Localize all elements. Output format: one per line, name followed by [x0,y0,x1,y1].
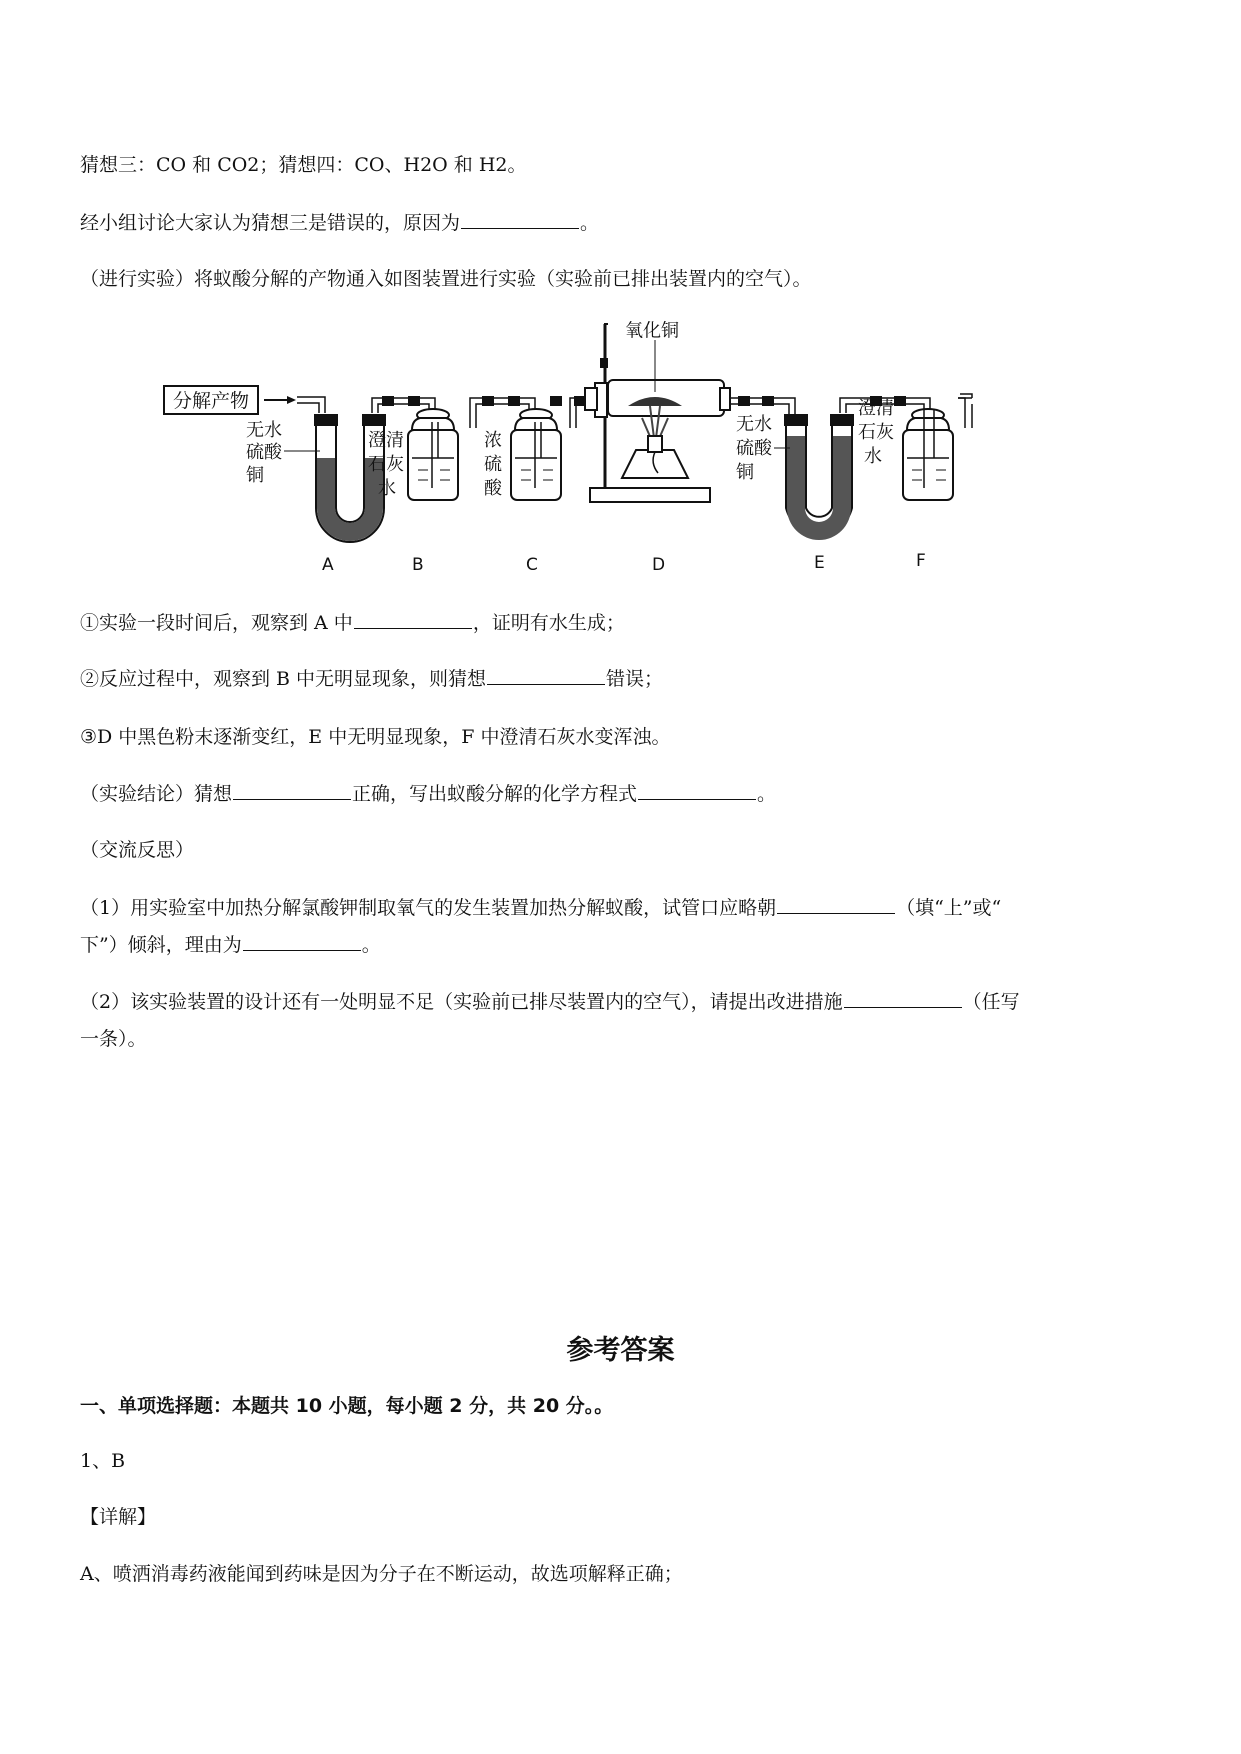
answer-blank[interactable] [638,781,756,800]
u-tube-e [784,414,854,540]
answer-blank[interactable] [461,210,579,229]
answer-blank[interactable] [777,895,895,914]
answer-blank[interactable] [844,989,962,1008]
answer-detail-label: 【详解】 [80,1506,157,1528]
label-b: 澄清 石灰 水 [368,430,404,499]
arrow-head-icon [287,396,296,404]
reflection-heading: （交流反思） [80,839,195,861]
label-cuo: 氧化铜 [625,320,679,342]
source-label: 分解产物 [172,390,250,412]
label-a: 无水 硫酸 铜 [246,420,282,486]
letter-b: B [412,555,424,575]
label-e: 无水 硫酸 铜 [736,414,772,483]
letter-d: D [652,555,666,575]
bottle-f [903,409,953,500]
question-2: ②反应过程中，观察到 B 中无明显现象，则猜想 错误； [80,668,664,690]
apparatus-letters [322,551,926,575]
letter-a: A [322,555,334,575]
reflection-2-line-2: 一条）。 [80,1028,147,1050]
letter-f: F [916,551,926,571]
heating-setup-d [585,324,730,502]
text-line-experiment: （进行实验）将蚁酸分解的产物通入如图装置进行实验（实验前已排出装置内的空气）。 [80,268,812,290]
answer-section-heading: 一、单项选择题：本题共 10 小题，每小题 2 分，共 20 分。。 [80,1395,614,1417]
question-3: ③D 中黑色粉末逐渐变红，E 中无明显现象，F 中澄清石灰水变浑浊。 [80,726,671,748]
text-line-hypotheses: 猜想三：CO 和 CO2；猜想四：CO、H2O 和 H2。 [80,154,527,176]
answer-blank[interactable] [487,666,605,685]
answer-key-title: 参考答案 [566,1335,675,1366]
reflection-1-line-1: （1）用实验室中加热分解氯酸钾制取氧气的发生装置加热分解蚁酸，试管口应略朝 （填“上”或“ [80,897,1002,919]
text-line-discussion: 经小组讨论大家认为猜想三是错误的，原因为 。 [80,212,600,234]
label-c: 浓 硫 酸 [484,430,502,499]
letter-e: E [814,553,825,573]
bottle-c [511,409,561,500]
reflection-2-line-1: （2）该实验装置的设计还有一处明显不足（实验前已排尽装置内的空气），请提出改进措施 （任写 [80,991,1020,1013]
question-1: ①实验一段时间后，观察到 A 中 ，证明有水生成； [80,612,625,634]
answer-blank[interactable] [233,781,351,800]
conclusion-line: （实验结论）猜想 正确，写出蚁酸分解的化学方程式 。 [80,783,777,805]
bottle-b [408,409,458,500]
reflection-1-line-2: 下”）倾斜，理由为 。 [80,934,381,956]
answer-item: 1、B [80,1450,126,1472]
experiment-apparatus-diagram [150,318,1080,578]
letter-c: C [526,555,538,575]
label-f: 澄清 石灰 水 [858,398,894,467]
answer-blank[interactable] [354,610,472,629]
answer-detail-a: A、喷洒消毒药液能闻到药味是因为分子在不断运动，故选项解释正确； [80,1563,683,1585]
answer-blank[interactable] [243,932,361,951]
